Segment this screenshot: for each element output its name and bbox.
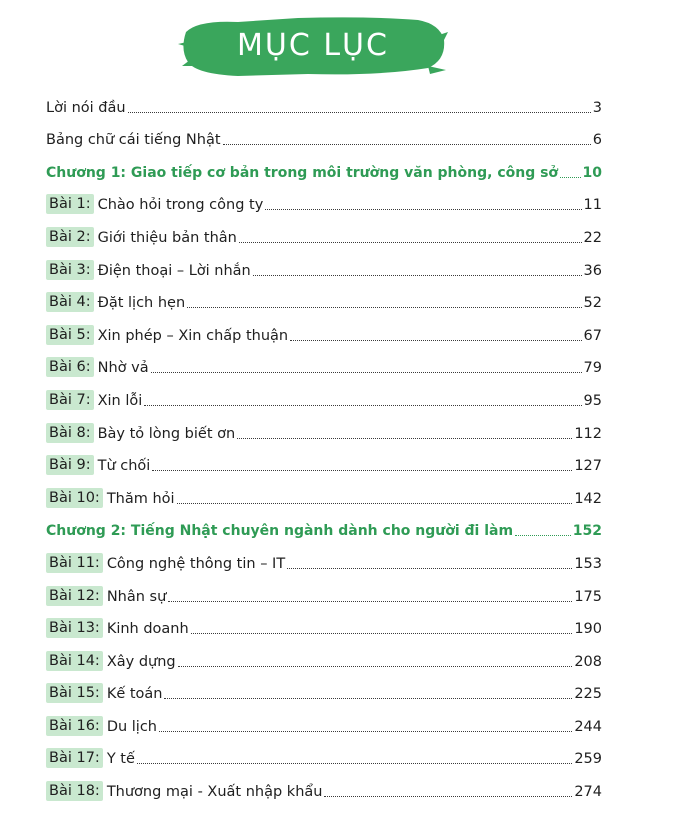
dot-leader bbox=[144, 405, 581, 406]
toc-front-row[interactable] bbox=[46, 125, 602, 158]
dot-leader bbox=[187, 307, 581, 308]
dot-leader bbox=[178, 666, 573, 667]
toc-page-number: 67 bbox=[583, 327, 602, 344]
toc-lesson-row[interactable] bbox=[46, 711, 602, 744]
toc-entry-title: Thăm hỏi bbox=[106, 490, 175, 507]
dot-leader bbox=[152, 470, 572, 471]
toc-entry-label bbox=[46, 553, 285, 573]
toc-entry-title: Đặt lịch hẹn bbox=[97, 295, 186, 312]
toc-entry-label bbox=[46, 194, 263, 214]
toc-entry-title: Du lịch bbox=[106, 718, 157, 735]
toc-lesson-row[interactable] bbox=[46, 776, 602, 809]
lesson-number-badge: Bài 16: bbox=[46, 716, 103, 736]
toc-lesson-row[interactable] bbox=[46, 483, 602, 516]
toc-entry-label bbox=[46, 390, 142, 410]
toc-page-number: 11 bbox=[583, 197, 602, 214]
dot-leader bbox=[239, 242, 582, 243]
toc-lesson-row[interactable] bbox=[46, 646, 602, 679]
dot-leader bbox=[137, 763, 572, 764]
dot-leader bbox=[290, 340, 581, 341]
toc-entry-title: Xin phép – Xin chấp thuận bbox=[97, 327, 289, 344]
toc-lesson-row[interactable] bbox=[46, 744, 602, 777]
page-title: MỤC LỤC bbox=[237, 27, 389, 63]
toc-page-number: 244 bbox=[574, 718, 602, 735]
toc-lesson-row[interactable] bbox=[46, 581, 602, 614]
lesson-number-badge: Bài 9: bbox=[46, 455, 94, 475]
toc-entry-title: Xây dựng bbox=[106, 653, 176, 670]
toc-page-number: 153 bbox=[574, 555, 602, 572]
toc-entry-label bbox=[46, 586, 166, 606]
toc-entry-title: Xin lỗi bbox=[97, 392, 143, 409]
toc-entry-title: Chào hỏi trong công ty bbox=[97, 197, 264, 214]
toc-lesson-row[interactable] bbox=[46, 190, 602, 223]
lesson-number-badge: Bài 5: bbox=[46, 325, 94, 345]
toc-page-number: 208 bbox=[574, 653, 602, 670]
toc-entry-label bbox=[46, 618, 189, 638]
lesson-number-badge: Bài 17: bbox=[46, 748, 103, 768]
toc-page-number: 127 bbox=[574, 458, 602, 475]
toc-entry-label bbox=[46, 488, 175, 508]
dot-leader bbox=[560, 177, 580, 178]
dot-leader bbox=[151, 372, 582, 373]
toc-entry-title: Nhân sự bbox=[106, 588, 167, 605]
toc-entry-title: Chương 2: Tiếng Nhật chuyên ngành dành cho người đi làm bbox=[46, 523, 514, 540]
toc-page-number: 95 bbox=[583, 392, 602, 409]
toc-lesson-row[interactable] bbox=[46, 320, 602, 353]
dot-leader bbox=[223, 144, 591, 145]
toc-entry-label bbox=[46, 651, 176, 671]
toc-entry-title: Chương 1: Giao tiếp cơ bản trong môi trường văn phòng, công sở bbox=[46, 164, 559, 181]
lesson-number-badge: Bài 11: bbox=[46, 553, 103, 573]
toc-entry-label bbox=[46, 357, 149, 377]
toc-lesson-row[interactable] bbox=[46, 255, 602, 288]
dot-leader bbox=[515, 535, 571, 536]
toc-entry-label bbox=[46, 423, 235, 443]
toc-page-number: 259 bbox=[574, 751, 602, 768]
toc-entry-title: Điện thoại – Lời nhắn bbox=[97, 262, 251, 279]
toc-page-number: 190 bbox=[574, 621, 602, 638]
toc-entry-title: Y tế bbox=[106, 751, 135, 768]
dot-leader bbox=[287, 568, 572, 569]
toc-lesson-row[interactable] bbox=[46, 353, 602, 386]
lesson-number-badge: Bài 8: bbox=[46, 423, 94, 443]
lesson-number-badge: Bài 18: bbox=[46, 781, 103, 801]
toc-lesson-row[interactable] bbox=[46, 385, 602, 418]
toc-entry-label bbox=[46, 716, 157, 736]
dot-leader bbox=[168, 601, 572, 602]
toc-page-number: 52 bbox=[583, 295, 602, 312]
toc-page-number: 6 bbox=[592, 132, 602, 149]
toc-page-number: 225 bbox=[574, 686, 602, 703]
toc-entry-title: Từ chối bbox=[97, 458, 151, 475]
toc-page-number: 79 bbox=[583, 360, 602, 377]
toc-lesson-row[interactable] bbox=[46, 614, 602, 647]
dot-leader bbox=[237, 438, 572, 439]
lesson-number-badge: Bài 15: bbox=[46, 683, 103, 703]
toc-page-number: 274 bbox=[574, 784, 602, 801]
toc-entry-label bbox=[46, 748, 135, 768]
toc-entry-title: Lời nói đầu bbox=[46, 99, 126, 116]
toc-lesson-row[interactable] bbox=[46, 288, 602, 321]
toc-page-number: 142 bbox=[574, 490, 602, 507]
toc-entry-label bbox=[46, 227, 237, 247]
dot-leader bbox=[177, 503, 573, 504]
toc-page-number: 3 bbox=[592, 99, 602, 116]
toc-entry-title: Giới thiệu bản thân bbox=[97, 229, 237, 246]
toc-entry-title: Công nghệ thông tin – IT bbox=[106, 555, 286, 572]
toc-entry-label bbox=[46, 522, 513, 540]
dot-leader bbox=[191, 633, 573, 634]
toc-entry-label bbox=[46, 164, 558, 182]
lesson-number-badge: Bài 12: bbox=[46, 586, 103, 606]
title-banner bbox=[178, 10, 448, 80]
toc-lesson-row[interactable] bbox=[46, 222, 602, 255]
dot-leader bbox=[324, 796, 572, 797]
lesson-number-badge: Bài 3: bbox=[46, 260, 94, 280]
toc-entry-label bbox=[46, 131, 221, 149]
toc-chapter-row[interactable] bbox=[46, 157, 602, 190]
lesson-number-badge: Bài 2: bbox=[46, 227, 94, 247]
toc-entry-title: Kế toán bbox=[106, 686, 163, 703]
toc-page-number: 152 bbox=[572, 523, 602, 540]
toc-front-row[interactable] bbox=[46, 92, 602, 125]
toc-lesson-row[interactable] bbox=[46, 679, 602, 712]
toc-entry-title: Nhờ vả bbox=[97, 360, 149, 377]
lesson-number-badge: Bài 10: bbox=[46, 488, 103, 508]
toc-page-number: 112 bbox=[574, 425, 602, 442]
toc-chapter-row[interactable] bbox=[46, 516, 602, 549]
lesson-number-badge: Bài 6: bbox=[46, 357, 94, 377]
toc-entry-label bbox=[46, 325, 288, 345]
toc-entry-label bbox=[46, 455, 150, 475]
toc-page-number: 36 bbox=[583, 262, 602, 279]
toc-entry-label bbox=[46, 99, 126, 117]
toc-entry-title: Kinh doanh bbox=[106, 621, 189, 638]
toc-entry-label bbox=[46, 260, 251, 280]
toc-entry-title: Bày tỏ lòng biết ơn bbox=[97, 425, 236, 442]
toc-page-number: 175 bbox=[574, 588, 602, 605]
toc-entry-title: Bảng chữ cái tiếng Nhật bbox=[46, 132, 221, 149]
toc-lesson-row[interactable] bbox=[46, 418, 602, 451]
toc-entry-title: Thương mại - Xuất nhập khẩu bbox=[106, 784, 323, 801]
dot-leader bbox=[128, 112, 591, 113]
dot-leader bbox=[159, 731, 572, 732]
toc-lesson-row[interactable] bbox=[46, 451, 602, 484]
toc-entry-label bbox=[46, 292, 185, 312]
lesson-number-badge: Bài 4: bbox=[46, 292, 94, 312]
table-of-contents bbox=[46, 92, 602, 809]
toc-entry-label bbox=[46, 683, 162, 703]
lesson-number-badge: Bài 1: bbox=[46, 194, 94, 214]
lesson-number-badge: Bài 13: bbox=[46, 618, 103, 638]
toc-entry-label bbox=[46, 781, 322, 801]
dot-leader bbox=[265, 209, 581, 210]
toc-lesson-row[interactable] bbox=[46, 548, 602, 581]
toc-page-number: 22 bbox=[583, 229, 602, 246]
dot-leader bbox=[253, 275, 582, 276]
lesson-number-badge: Bài 7: bbox=[46, 390, 94, 410]
lesson-number-badge: Bài 14: bbox=[46, 651, 103, 671]
toc-page-number: 10 bbox=[582, 164, 602, 181]
dot-leader bbox=[164, 698, 572, 699]
